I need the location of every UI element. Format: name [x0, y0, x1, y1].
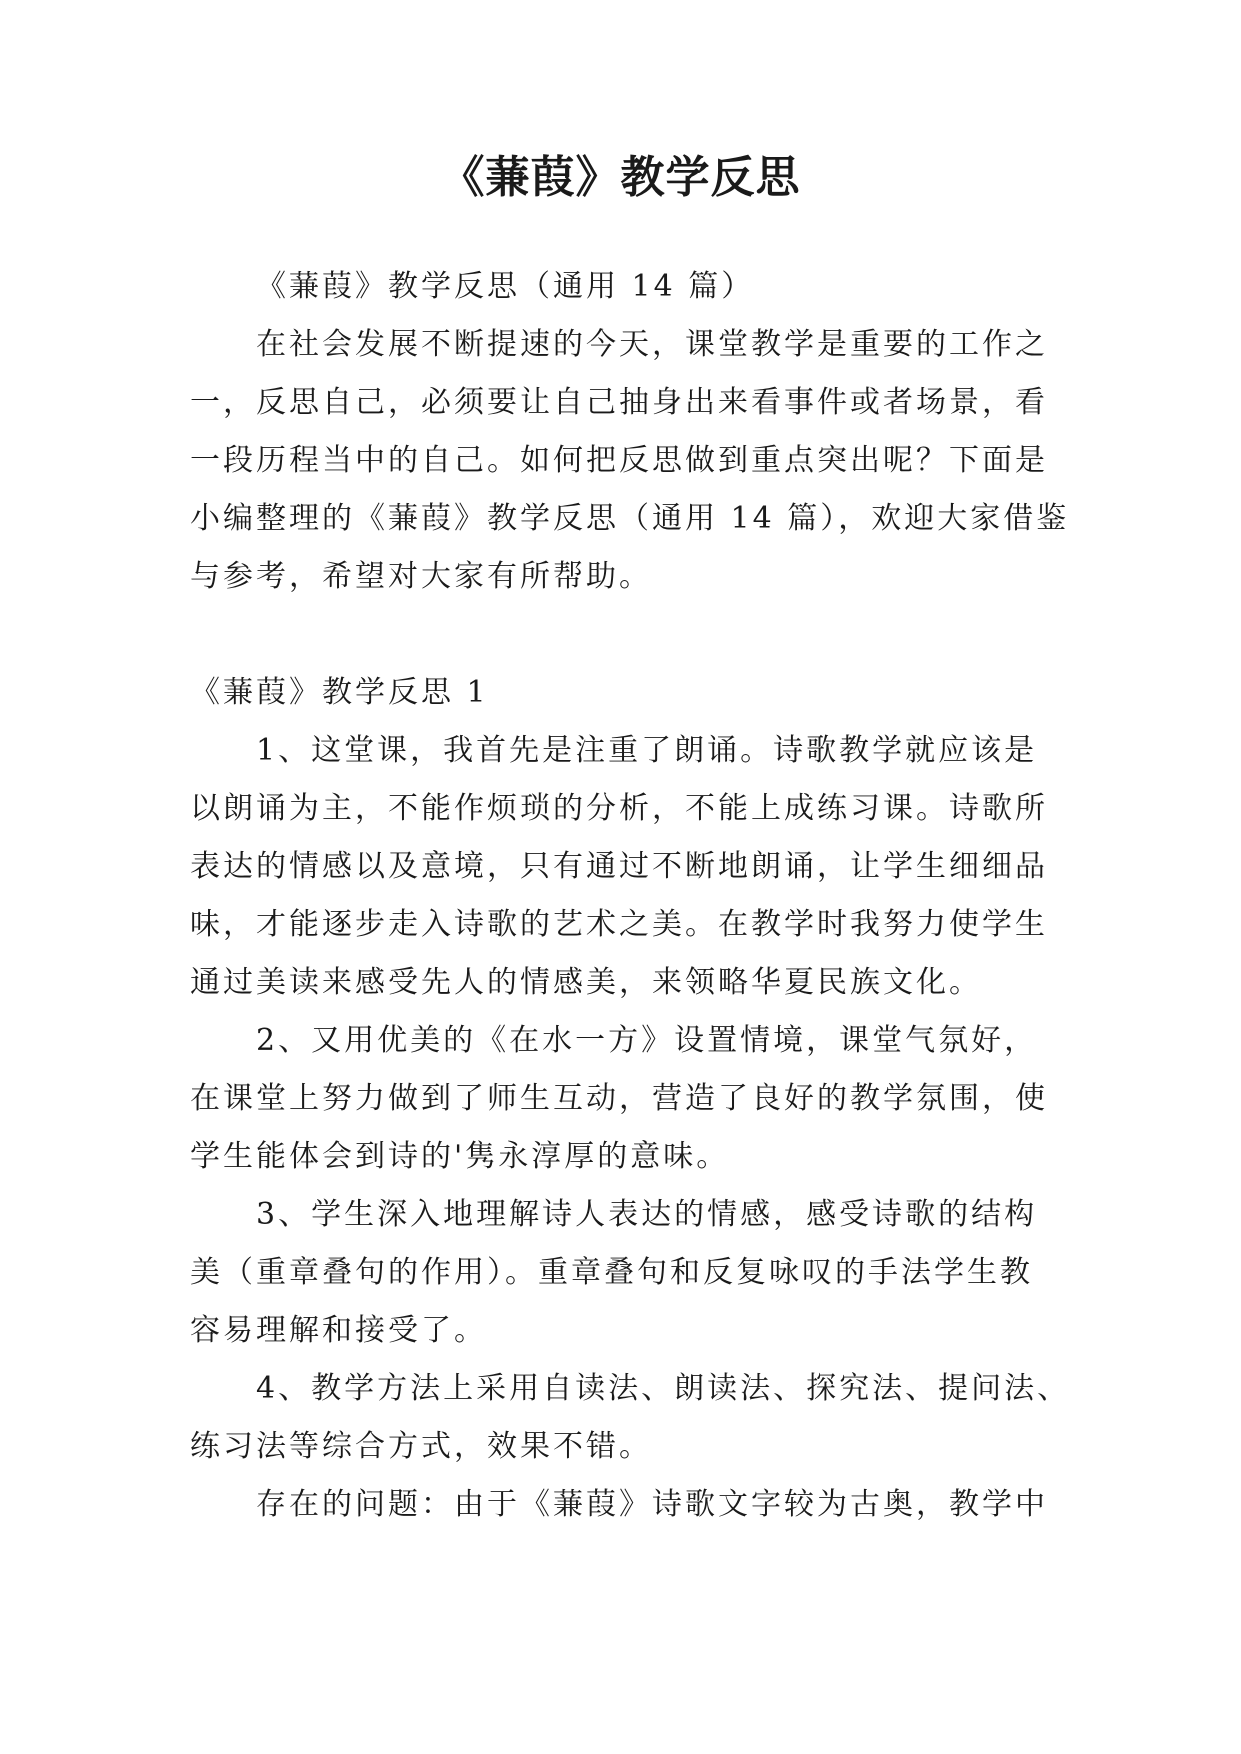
intro-line: 与参考，希望对大家有所帮助。: [190, 559, 652, 594]
paragraph-line: 容易理解和接受了。: [190, 1313, 487, 1348]
paragraph-line: 存在的问题：由于《蒹葭》诗歌文字较为古奥，教学中: [256, 1487, 1048, 1522]
paragraph-line: 表达的情感以及意境，只有通过不断地朗诵，让学生细细品: [190, 849, 1048, 884]
intro-line: 一段历程当中的自己。如何把反思做到重点突出呢？下面是: [190, 443, 1048, 478]
paragraph-line: 通过美读来感受先人的情感美，来领略华夏民族文化。: [190, 965, 982, 1000]
paragraph-line: 4、教学方法上采用自读法、朗读法、探究法、提问法、: [256, 1371, 1071, 1406]
paragraph-line: 味，才能逐步走入诗歌的艺术之美。在教学时我努力使学生: [190, 907, 1048, 942]
document-title: 《蒹葭》教学反思: [440, 152, 801, 203]
paragraph-line: 2、又用优美的《在水一方》设置情境，课堂气氛好，: [256, 1023, 1038, 1058]
paragraph-line: 1、这堂课，我首先是注重了朗诵。诗歌教学就应该是: [256, 733, 1038, 768]
intro-line: 在社会发展不断提速的今天，课堂教学是重要的工作之: [256, 327, 1048, 362]
paragraph-line: 练习法等综合方式，效果不错。: [190, 1429, 652, 1464]
paragraph-line: 学生能体会到诗的'隽永淳厚的意味。: [190, 1139, 730, 1174]
paragraph-line: 以朗诵为主，不能作烦琐的分析，不能上成练习课。诗歌所: [190, 791, 1048, 826]
paragraph-line: 美（重章叠句的作用）。重章叠句和反复咏叹的手法学生教: [190, 1255, 1033, 1290]
paragraph-line: 在课堂上努力做到了师生互动，营造了良好的教学氛围，使: [190, 1081, 1048, 1116]
section-heading: 《蒹葭》教学反思 1: [190, 675, 489, 710]
document-body: [190, 258, 1071, 1534]
intro-line: 一，反思自己，必须要让自己抽身出来看事件或者场景，看: [190, 385, 1048, 420]
subtitle: 《蒹葭》教学反思（通用 14 篇）: [256, 269, 755, 304]
paragraph-gap: [190, 606, 1052, 664]
paragraph-line: 3、学生深入地理解诗人表达的情感，感受诗歌的结构: [256, 1197, 1038, 1232]
intro-line: 小编整理的《蒹葭》教学反思（通用 14 篇），欢迎大家借鉴: [190, 501, 1070, 536]
